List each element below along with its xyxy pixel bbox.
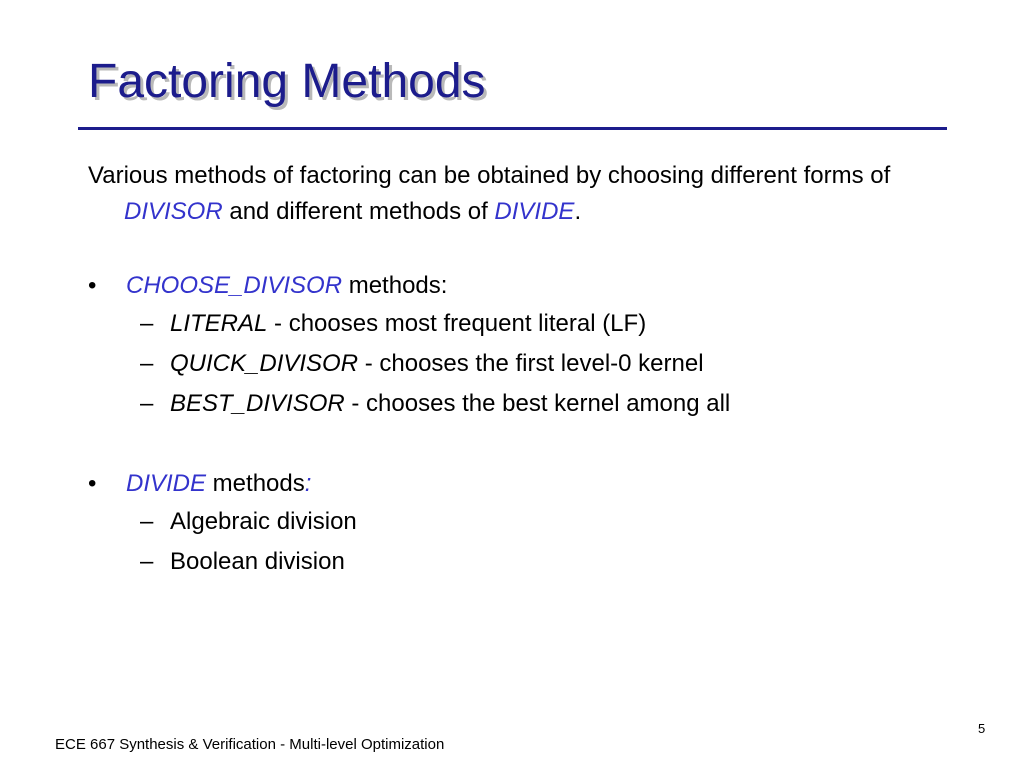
slide-title: Factoring Methods	[88, 55, 486, 108]
literal-desc: - chooses most frequent literal (LF)	[267, 310, 647, 337]
dash-marker: –	[140, 350, 154, 377]
choose-divisor-suffix: methods:	[342, 272, 448, 299]
intro-text-2: and different methods of	[222, 198, 495, 225]
best-divisor-term: BEST_DIVISOR	[170, 390, 345, 417]
sub-item-quick-divisor	[88, 344, 968, 384]
intro-text-1: Various methods of factoring can be obtained by choosing different forms of	[88, 162, 891, 189]
page-number: 5	[978, 721, 986, 736]
literal-term: LITERAL	[170, 310, 268, 337]
bullet-choose-divisor	[88, 268, 968, 304]
divide-methods-term: DIVIDE	[126, 470, 207, 497]
divide-term: DIVIDE	[494, 198, 575, 225]
dash-marker: –	[140, 548, 154, 575]
bullet-divide	[88, 466, 968, 502]
dash-marker: –	[140, 310, 154, 337]
sub-item-literal	[88, 304, 968, 344]
divisor-term: DIVISOR	[124, 198, 223, 225]
divide-methods-suffix: methods	[206, 470, 305, 497]
bullet-marker: •	[88, 272, 97, 299]
divide-methods-colon: :	[304, 470, 312, 497]
dash-marker: –	[140, 390, 154, 417]
choose-divisor-term: CHOOSE_DIVISOR	[126, 272, 343, 299]
title-underline	[78, 127, 947, 130]
sub-item-boolean	[88, 542, 968, 582]
footer-text: ECE 667 Synthesis & Verification - Multi-level Optimization	[55, 736, 445, 753]
best-divisor-desc: - chooses the best kernel among all	[344, 390, 731, 417]
boolean-division-text: Boolean division	[170, 548, 345, 575]
algebraic-division-text: Algebraic division	[170, 508, 357, 535]
sub-item-best-divisor	[88, 384, 968, 424]
intro-text-3: .	[574, 198, 582, 225]
quick-divisor-term: QUICK_DIVISOR	[170, 350, 359, 377]
bullet-marker: •	[88, 470, 97, 497]
quick-divisor-desc: - chooses the first level-0 kernel	[358, 350, 704, 377]
intro-paragraph	[88, 158, 968, 230]
dash-marker: –	[140, 508, 154, 535]
sub-item-algebraic	[88, 502, 968, 542]
slide-content	[88, 158, 968, 582]
